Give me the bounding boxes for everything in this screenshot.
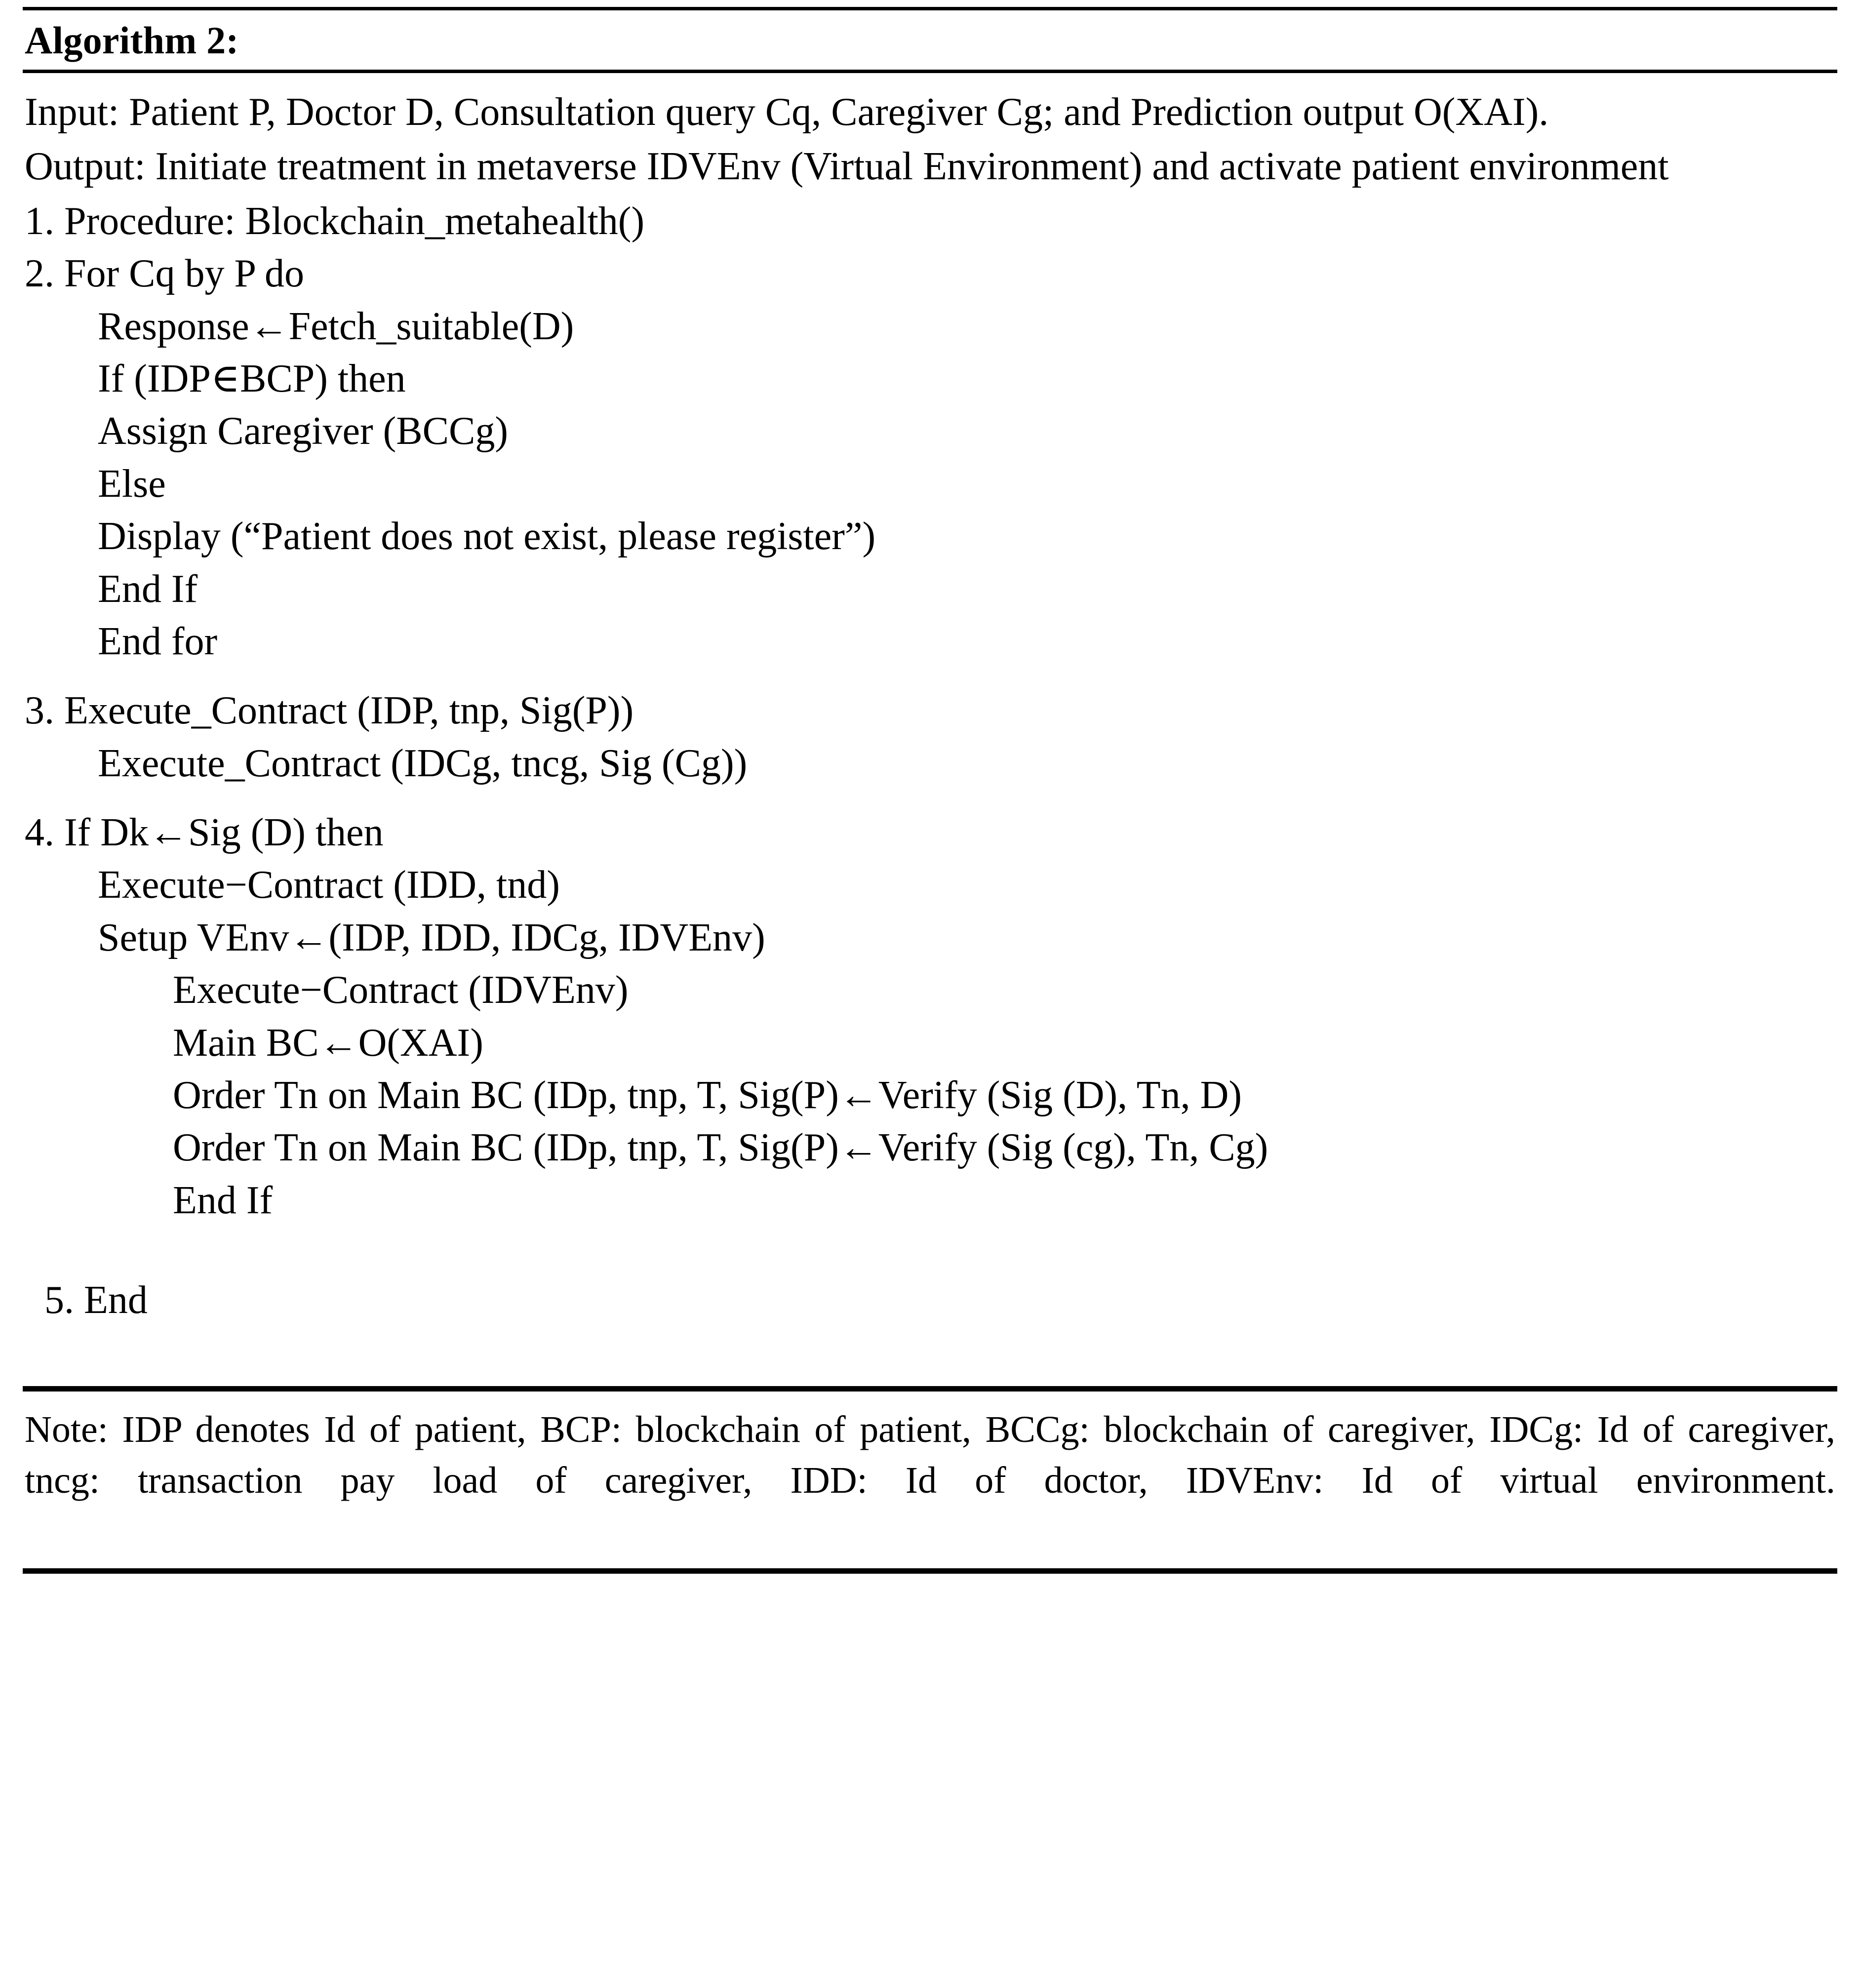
bottom-spacer [25, 1327, 1835, 1386]
top-rule [23, 7, 1837, 10]
algorithm-step-line: Main BC←O(XAI) [173, 1021, 483, 1065]
algorithm-output-line: Output: Initiate treatment in metaverse IDVEnv (Virtual Environment) and activate patient environment [25, 145, 1669, 189]
algorithm-step-line: Execute−Contract (IDD, tnd) [98, 863, 560, 907]
algorithm-step-line: 3. Execute_Contract (IDP, tnp, Sig(P)) [25, 689, 634, 733]
algorithm-box [0, 7, 1860, 1988]
algorithm-body [23, 73, 1837, 1386]
algorithm-end-step: 5. End [44, 1278, 148, 1322]
algorithm-step-line: Else [98, 462, 166, 506]
algorithm-step-line: End If [98, 567, 198, 611]
algorithm-step-line: 1. Procedure: Blockchain_metahealth() [25, 199, 645, 243]
algorithm-step-line: 2. For Cq by P do [25, 252, 305, 296]
algorithm-step-line: Setup VEnv←(IDP, IDD, IDCg, IDVEnv) [98, 915, 765, 959]
algorithm-title-row [23, 10, 1837, 70]
algorithm-note-block [23, 1392, 1837, 1568]
page-title: Algorithm 2: [25, 19, 239, 62]
algorithm-step-line: 4. If Dk←Sig (D) then [25, 811, 384, 855]
algorithm-step-line: Assign Caregiver (BCCg) [98, 409, 509, 453]
algorithm-step-line: Display (“Patient does not exist, please register”) [98, 515, 876, 558]
algorithm-note-text: Note: IDP denotes Id of patient, BCP: blockchain of patient, BCCg: blockchain of caregiver, IDCg: Id of caregiver, tncg: transaction pay load of caregiver, IDD: Id of doctor, IDVEnv: Id of virtual environment. [25, 1408, 1835, 1501]
algorithm-steps-list [25, 195, 1835, 1227]
algorithm-step-line: Order Tn on Main BC (IDp, tnp, T, Sig(P)←Verify (Sig (cg), Tn, Cg) [173, 1126, 1268, 1170]
algorithm-step-line: End for [98, 619, 218, 663]
algorithm-input-line: Input: Patient P, Doctor D, Consultation query Cq, Caregiver Cg; and Prediction output O(XAI). [25, 90, 1549, 134]
end-spacer [25, 1227, 1835, 1274]
algorithm-step-line: If (IDP∈BCP) then [98, 357, 406, 400]
algorithm-step-line: End If [173, 1178, 273, 1222]
algorithm-step-line: Order Tn on Main BC (IDp, tnp, T, Sig(P)←Verify (Sig (D), Tn, D) [173, 1074, 1242, 1117]
algorithm-step-line: Response←Fetch_suitable(D) [98, 304, 574, 348]
note-top-rule [23, 1386, 1837, 1392]
algorithm-step-line: Execute_Contract (IDCg, tncg, Sig (Cg)) [98, 741, 748, 785]
bottom-rule [23, 1568, 1837, 1574]
title-underline-rule [23, 70, 1837, 73]
algorithm-step-line: Execute−Contract (IDVEnv) [173, 968, 629, 1012]
